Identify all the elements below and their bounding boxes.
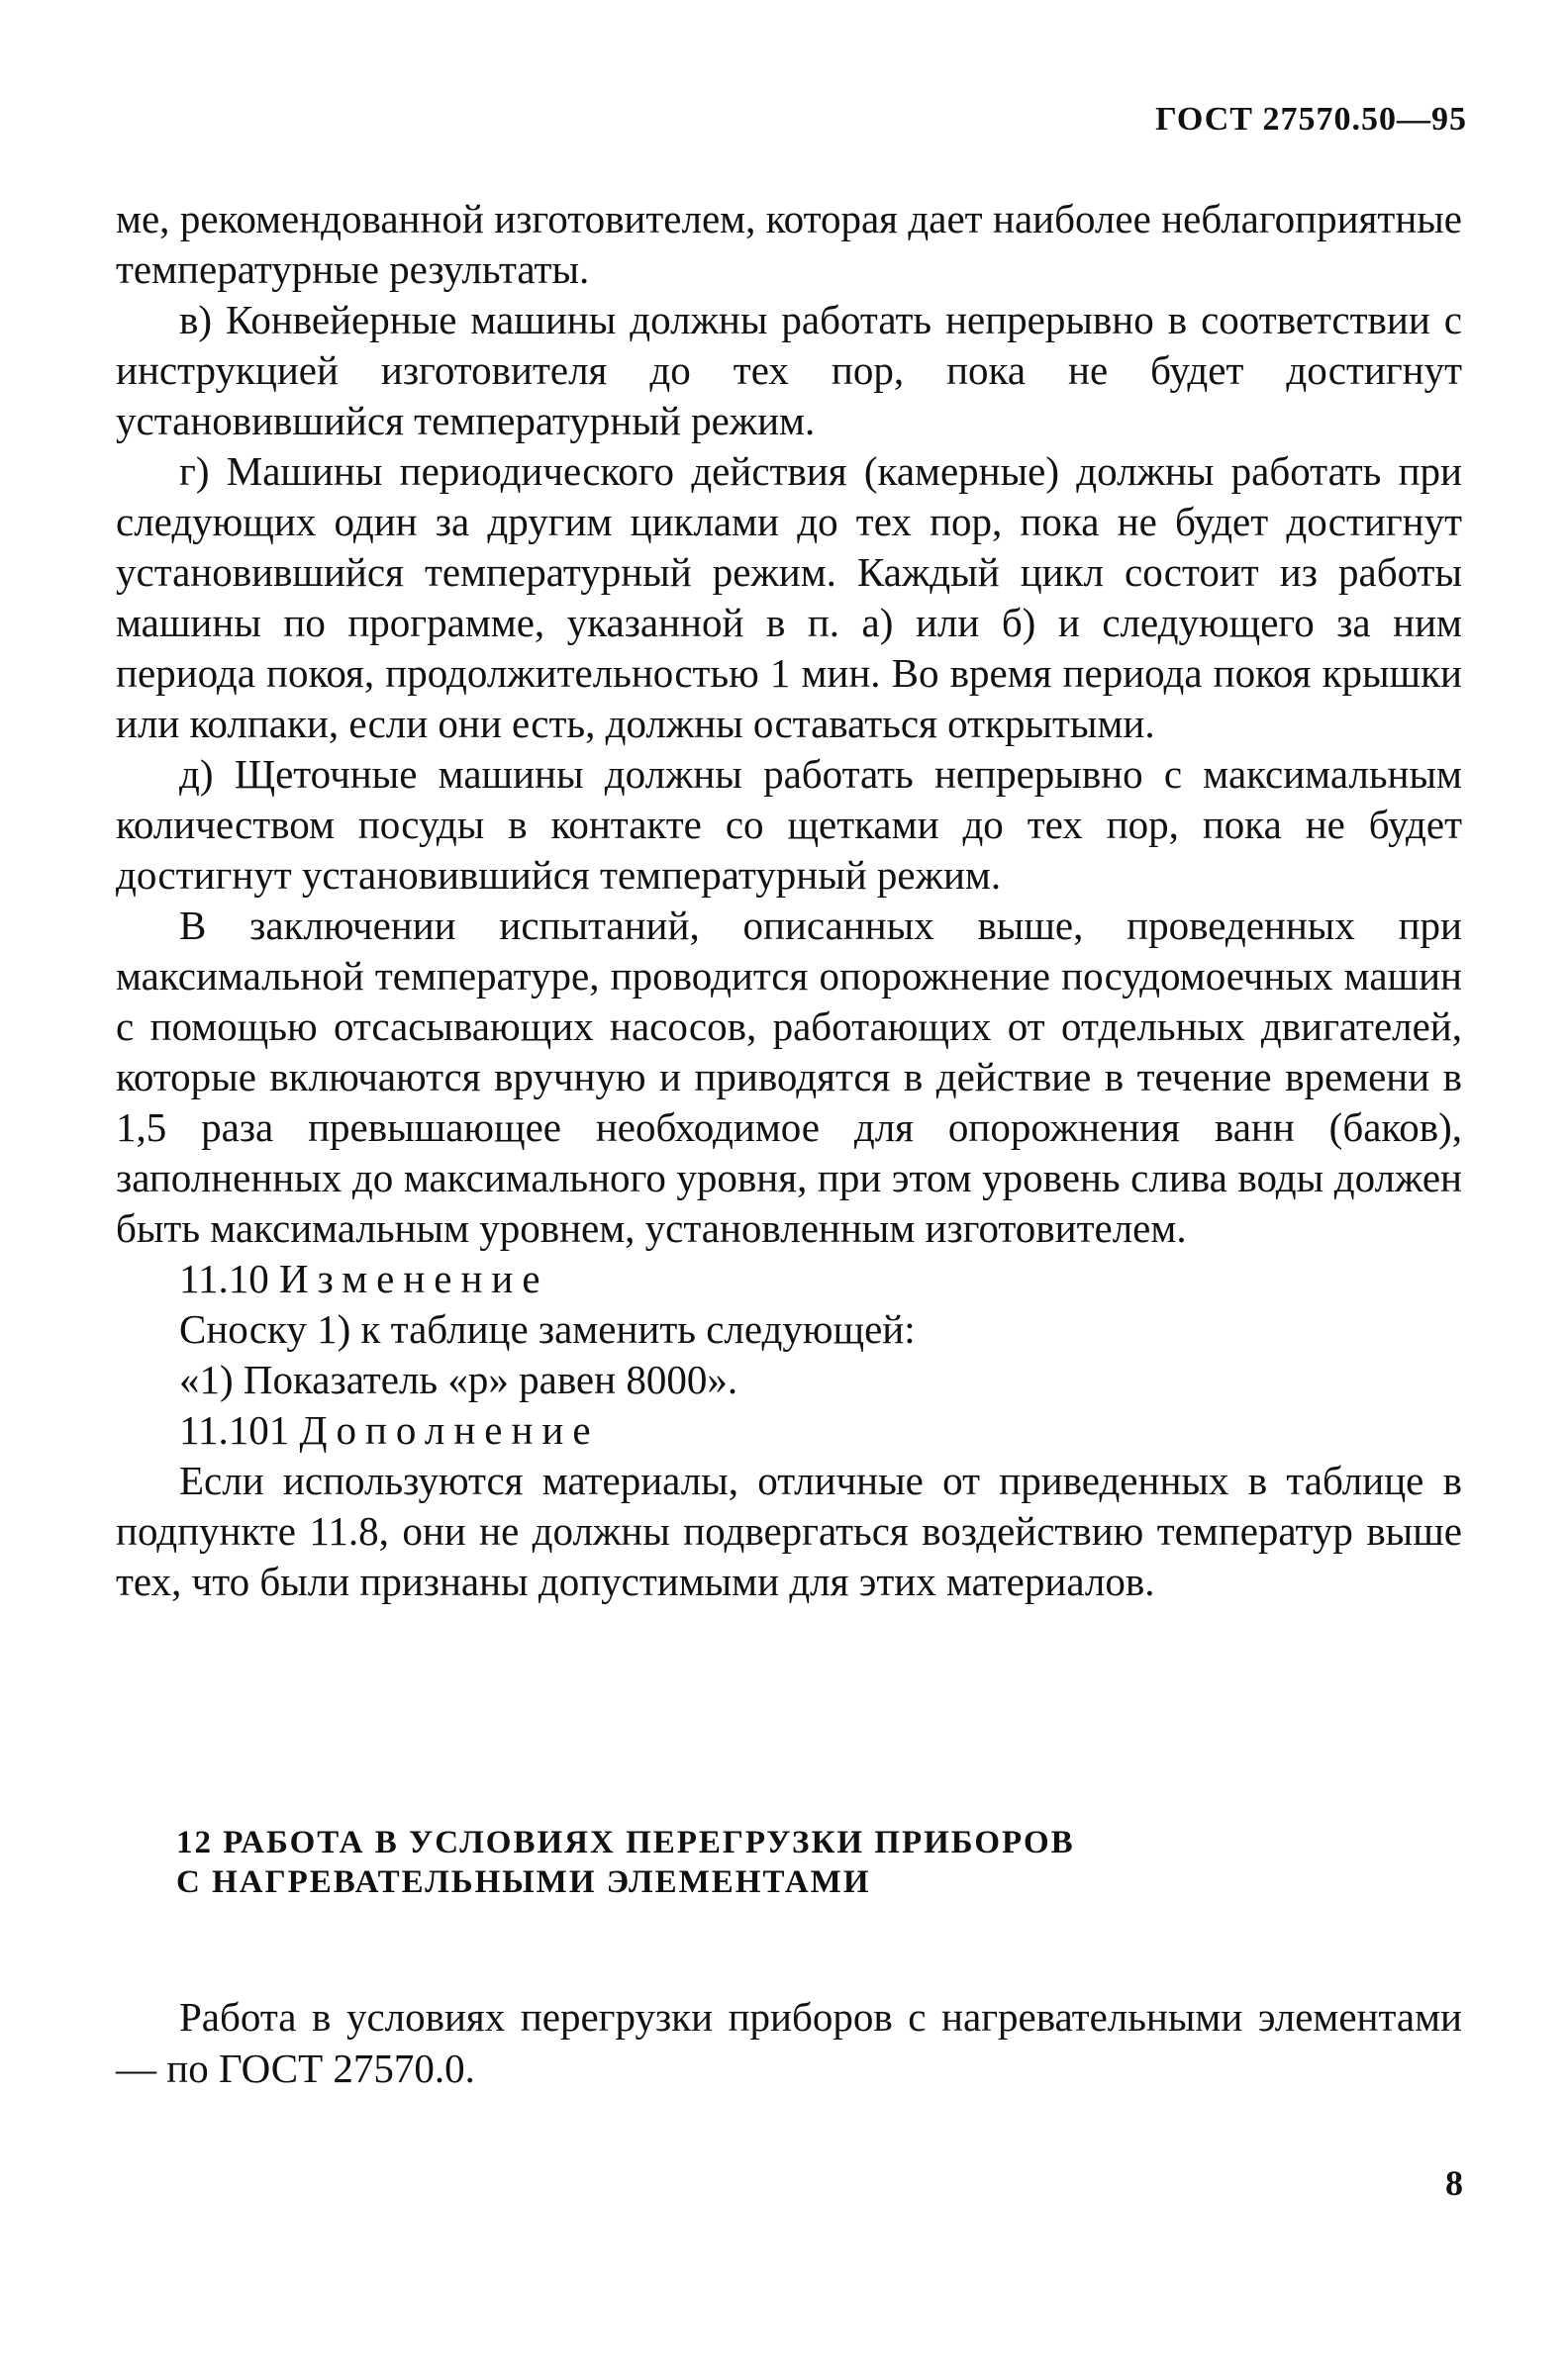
section-12-title-line1: 12 РАБОТА В УСЛОВИЯХ ПЕРЕГРУЗКИ ПРИБОРОВ — [176, 1825, 1075, 1860]
paragraph-conveyor-machines: в) Конвейерные машины должны работать непрерывно в соответствии с инструкцией изготовителя до тех пор, пока не будет достигнут установившийся температурный режим. — [116, 297, 1462, 443]
paragraph-materials: Если используются материалы, отличные от приведенных в таблице в подпункте 11.8, они не должны подвергаться воздействию температур выше тех, что были признаны допустимыми для этих материалов. — [116, 1458, 1462, 1604]
document-body — [116, 194, 1462, 1607]
standard-designation: ГОСТ 27570.50—95 — [1155, 101, 1467, 138]
paragraph-brush-machines: д) Щеточные машины должны работать непрерывно с максимальным количеством посуды в контакте со щетками до тех пор, пока не будет достигнут установившийся температурный режим. — [116, 751, 1462, 898]
clause-11-10-number: 11.10 — [179, 1256, 269, 1301]
paragraph-footnote-replace: Сноску 1) к таблице заменить следующей: — [179, 1306, 916, 1352]
clause-11-101-title: Дополнение — [299, 1407, 600, 1453]
section-12-body — [116, 1991, 1462, 2094]
page-number: 8 — [1445, 2163, 1463, 2203]
paragraph-batch-machines: г) Машины периодического действия (камерные) должны работать при следующих один за другим циклами до тех пор, пока не будет достигнут установившийся температурный режим. Каждый цикл состоит из работы машины по программе, указанной в п. а) или б) и следующего за ним периода покоя, продолжительностью 1 мин. Во время периода покоя крышки или колпаки, если они есть, должны оставаться открытыми. — [116, 448, 1462, 746]
clause-11-10-title: Изменение — [278, 1256, 549, 1301]
clause-11-101-heading — [116, 1405, 1462, 1456]
section-12-title — [176, 1823, 1364, 1902]
clause-11-101-number: 11.101 — [179, 1407, 290, 1453]
paragraph-test-conclusion: В заключении испытаний, описанных выше, проведенных при максимальной температуре, проводится опорожнение посудомоечных машин с помощью отсасывающих насосов, работающих от отдельных двигателей, которые включаются вручную и приводятся в действие в течение времени в 1,5 раза превышающее необходимое для опорожнения ванн (баков), заполненных до максимального уровня, при этом уровень слива воды должен быть максимальным уровнем, установленным изготовителем. — [116, 903, 1462, 1251]
paragraph-continuation: ме, рекомендованной изготовителем, которая дает наиболее неблагоприятные температурные результаты. — [116, 196, 1462, 292]
section-12-paragraph: Работа в условиях перегрузки приборов с нагревательными элементами — по ГОСТ 27570.0. — [116, 1994, 1462, 2091]
paragraph-footnote-text: «1) Показатель «р» равен 8000». — [179, 1357, 738, 1402]
clause-11-10-heading — [116, 1254, 1462, 1304]
section-12-title-line2: С НАГРЕВАТЕЛЬНЫМИ ЭЛЕМЕНТАМИ — [176, 1864, 871, 1900]
